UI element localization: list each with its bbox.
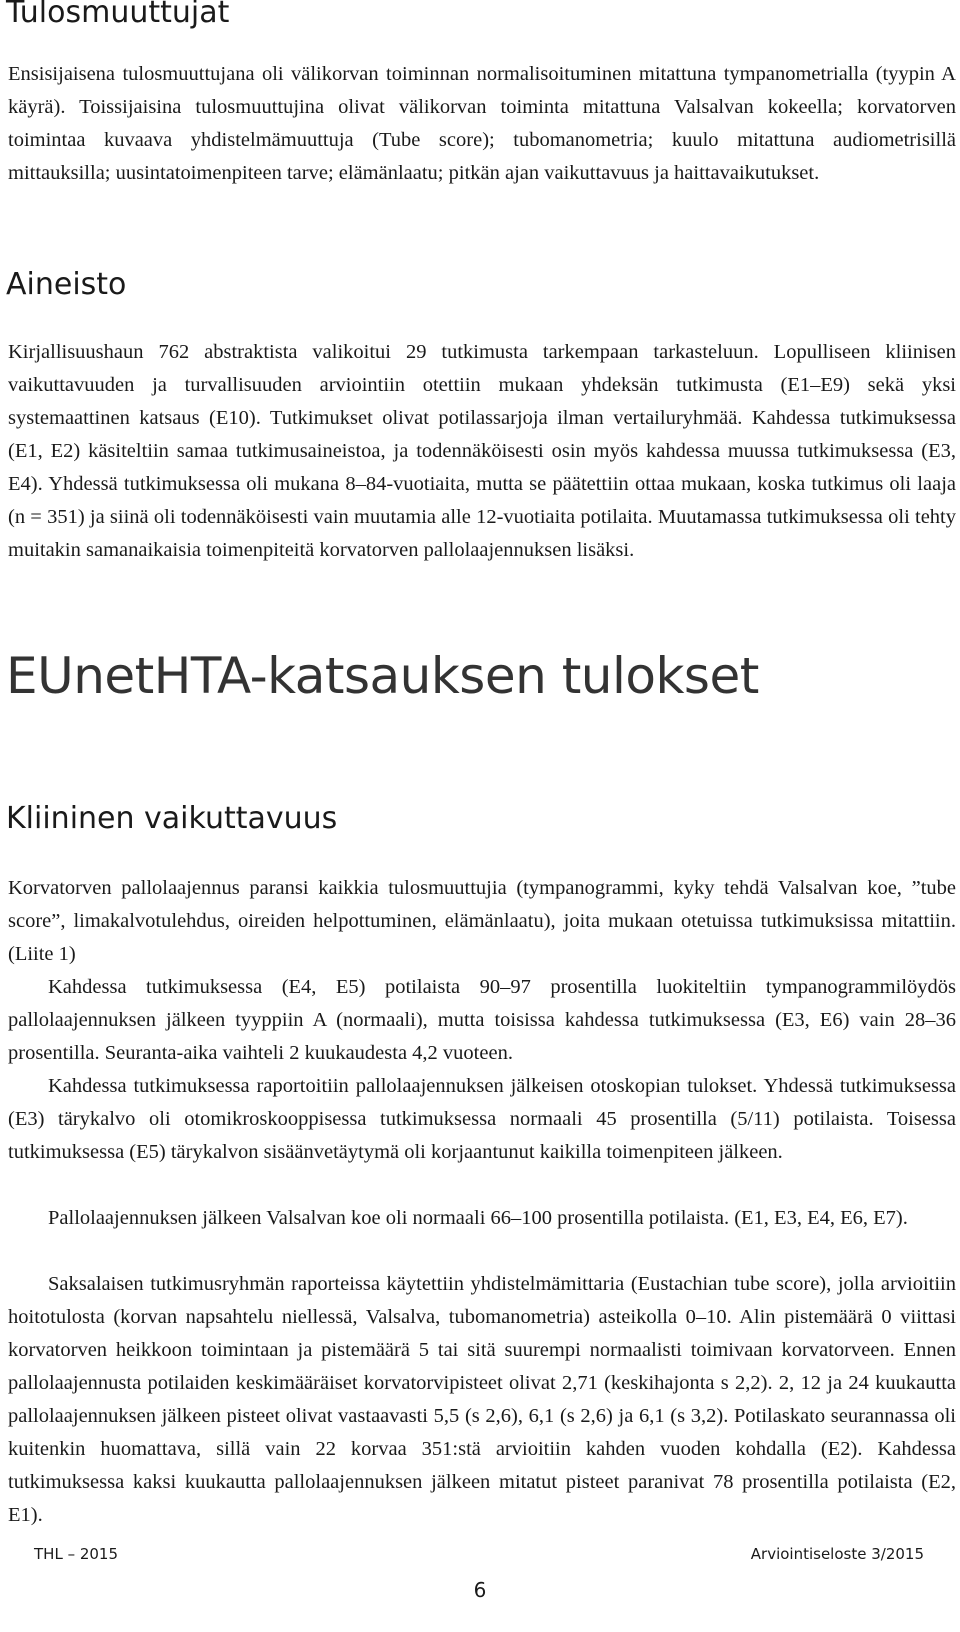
footer-publisher: THL – 2015 bbox=[34, 1545, 119, 1563]
paragraph-kliininen-1: Korvatorven pallolaajennus paransi kaikkia tulosmuuttujia (tympanogrammi, kyky tehdä Valsalvan koe, ”tube score”, limakalvotulehdus, oireiden helpottuminen, elämänlaatu), joita mukaan otetuissa tutkimuksissa mitattiin. (Liite 1) bbox=[8, 877, 956, 965]
paragraph-kliininen-3: Kahdessa tutkimuksessa raportoitiin pallolaajennuksen jälkeisen otoskopian tulokset. Yhdessä tutkimuksessa (E3) tärykalvo oli otomikroskooppisessa tutkimuksessa normaali 45 prosentilla (5/11) potilaista. Toisessa tutkimuksessa (E5) tärykalvon sisäänvetäytymä oli korjaantunut kaikilla toimenpiteen jälkeen. bbox=[8, 1075, 956, 1163]
footer-report-id: Arviointiseloste 3/2015 bbox=[750, 1545, 924, 1563]
heading-eunethta-results: EUnetHTA-katsauksen tulokset bbox=[6, 647, 759, 705]
page-number: 6 bbox=[473, 1578, 487, 1602]
paragraph-kliininen-4: Pallolaajennuksen jälkeen Valsalvan koe oli normaali 66–100 prosentilla potilaista. (E1, E3, E4, E6, E7). bbox=[48, 1207, 908, 1229]
paragraph-kliininen-5: Saksalaisen tutkimusryhmän raporteissa käytettiin yhdistelmämittaria (Eustachian tube score), jolla arvioitiin hoitotulosta (korvan napsahtelu niellessä, Valsalva, tubomanometria) asteikolla 0–10. Alin pistemäärä 0 viittasi korvatorven heikkoon toimintaan ja pistemäärä 5 tai sitä suurempi normaalisti toimivaan korvatorveen. Ennen pallolaajennusta potilaiden keskimääräiset korvatorvipisteet olivat 2,71 (keskihajonta s 2,2). 2, 12 ja 24 kuukautta pallolaajennuksen jälkeen pisteet olivat vastaavasti 5,5 (s 2,6), 6,1 (s 2,6) ja 6,1 (s 3,2). Potilaskato seurannassa oli kuitenkin huomattava, sillä vain 22 korvaa 351:stä arvioitiin kahden vuoden kohdalla (E2). Kahdessa tutkimuksessa kaksi kuukautta pallolaajennuksen jälkeen mitatut pisteet paranivat 78 prosentilla potilaista (E2, E1). bbox=[8, 1273, 956, 1526]
paragraph-kliininen-2: Kahdessa tutkimuksessa (E4, E5) potilaista 90–97 prosentilla luokiteltiin tympanogrammilöydös pallolaajennuksen jälkeen tyyppiin A (normaali), mutta toisissa kahdessa tutkimuksessa (E3, E6) vain 28–36 prosentilla. Seuranta-aika vaihteli 2 kuukaudesta 4,2 vuoteen. bbox=[8, 976, 956, 1064]
heading-aineisto: Aineisto bbox=[6, 267, 127, 302]
paragraph-aineisto: Kirjallisuushaun 762 abstraktista valikoitui 29 tutkimusta tarkempaan tarkasteluun. Lopulliseen kliinisen vaikuttavuuden ja turvallisuuden arviointiin otettiin mukaan yhdeksän tutkimusta (E1–E9) sekä yksi systemaattinen katsaus (E10). Tutkimukset olivat potilassarjoja ilman vertailuryhmää. Kahdessa tutkimuksessa (E1, E2) käsiteltiin samaa tutkimusaineistoa, ja todennäköisesti osin myös kahdessa muussa tutkimuksessa (E3, E4). Yhdessä tutkimuksessa oli mukana 8–84-vuotiaita, mutta se päätettiin ottaa mukaan, koska tutkimus oli laaja (n = 351) ja siinä oli todennäköisesti vain muutamia alle 12-vuotiaita potilaita. Muutamassa tutkimuksessa oli tehty muitakin samanaikaisia toimenpiteitä korvatorven pallolaajennuksen lisäksi. bbox=[8, 341, 956, 561]
heading-kliininen-vaikuttavuus: Kliininen vaikuttavuus bbox=[6, 801, 338, 836]
heading-tulosmuuttujat: Tulosmuuttujat bbox=[6, 0, 230, 30]
paragraph-tulosmuuttujat: Ensisijaisena tulosmuuttujana oli välikorvan toiminnan normalisoituminen mitattuna tympanometrialla (tyypin A käyrä). Toissijaisina tulosmuuttujina olivat välikorvan toiminta mitattuna Valsalvan kokeella; korvatorven toimintaa kuvaava yhdistelmämuuttuja (Tube score); tubomanometria; kuulo mitattuna audiometrisillä mittauksilla; uusintatoimenpiteen tarve; elämänlaatu; pitkän ajan vaikuttavuus ja haittavaikutukset. bbox=[8, 63, 956, 184]
